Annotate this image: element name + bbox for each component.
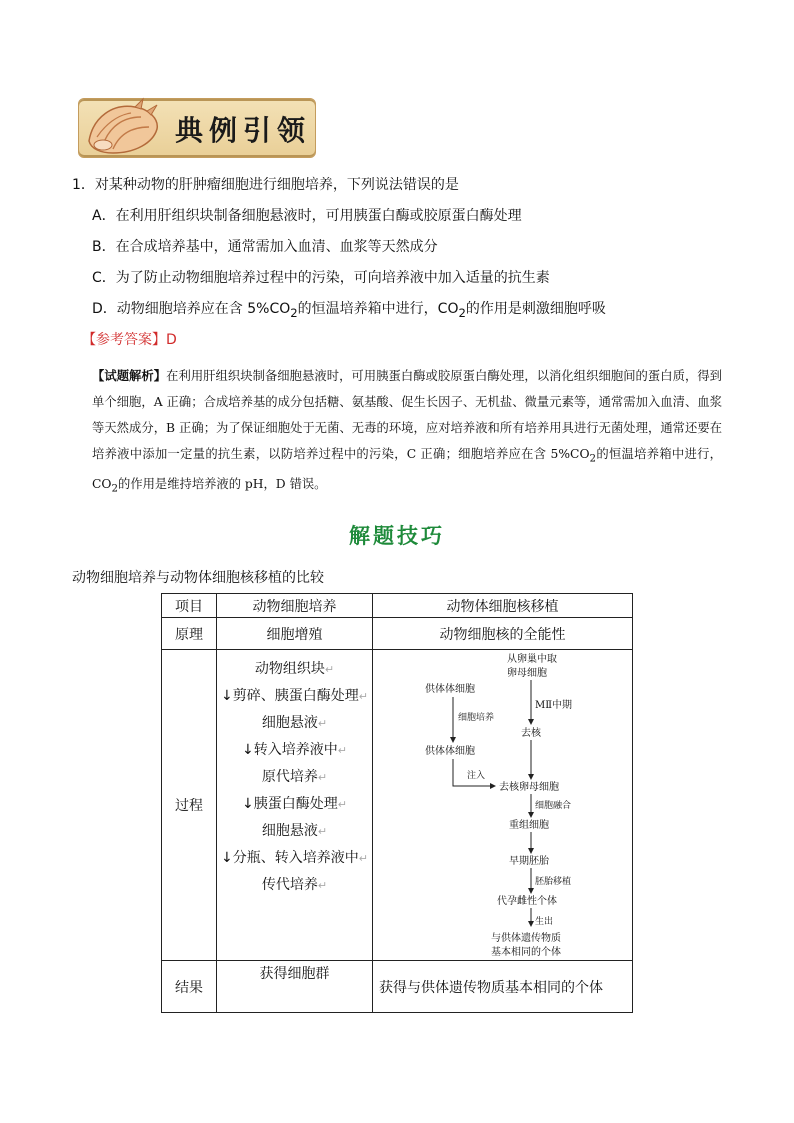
result-line: 与供体遗传物质 [491,933,561,944]
row-label: 结果 [162,961,217,1013]
step: 原代培养↵ [261,769,328,785]
row-label: 过程 [162,650,217,961]
step: ↓胰蛋白酶处理↵ [242,796,347,812]
analysis-paragraph [92,363,722,502]
birth-label: 生出 [535,917,554,927]
option-a [92,206,522,226]
process-row [162,650,633,961]
stage-label: MⅡ中期 [535,700,573,711]
option-text: 动物细胞培养应在含 5%CO [116,301,291,317]
option-b [92,237,438,257]
table-header-row [162,594,633,618]
question-text: 对某种动物的肝肿瘤细胞进行细胞培养，下列说法错误的是 [94,177,459,193]
option-text: 在合成培养基中，通常需加入血清、血浆等天然成分 [115,239,438,255]
analysis-text: 的作用是维持培养液的 pH，D 错误。 [118,477,327,492]
header-cell: 动物细胞培养 [217,594,373,618]
conch-shell-icon [83,97,161,159]
option-label: B． [92,239,116,255]
principle-row [162,618,633,650]
question-number: 1． [72,177,95,193]
enucleated-egg: 去核卵母细胞 [499,782,559,793]
analysis-label: 【试题解析】 [92,368,167,383]
subscript: 2 [589,452,597,465]
header-cell: 项目 [162,594,217,618]
section-banner [78,98,316,158]
culture-step-label: 细胞培养 [458,713,495,723]
question-stem [72,175,459,195]
banner-title: 典例引领 [175,114,312,147]
donor-cell-2: 供体体细胞 [425,746,475,757]
enucleate-label: 去核 [521,728,541,739]
result-right: 获得与供体遗传物质基本相同的个体 [373,961,633,1013]
subscript: 2 [111,482,119,495]
option-text: 在利用肝组织块制备细胞悬液时，可用胰蛋白酶或胶原蛋白酶处理 [115,208,522,224]
option-label: C． [92,270,116,286]
row-label: 原理 [162,618,217,650]
table-intro: 动物细胞培养与动物体细胞核移植的比较 [72,570,324,586]
section-title: 解题技巧 [349,523,445,548]
early-embryo: 早期胚胎 [509,856,549,867]
subscript: 2 [290,305,298,320]
step: ↓剪碎、胰蛋白酶处理↵ [221,688,368,704]
step: 传代培养↵ [261,877,328,893]
header-cell: 动物体细胞核移植 [373,594,633,618]
option-d [92,299,606,323]
result-left: 获得细胞群 [217,961,373,1013]
option-text: 为了防止动物细胞培养过程中的污染，可向培养液中加入适量的抗生素 [115,270,550,286]
egg-source-1: 从卵巢中取 [507,654,557,665]
principle-left: 细胞增殖 [217,618,373,650]
step: 细胞悬液↵ [261,715,328,731]
step: ↓分瓶、转入培养液中↵ [221,850,368,866]
step: 动物组织块↵ [254,661,335,677]
option-c [92,268,550,288]
analysis-text: 在利用肝组织块制备细胞悬液时，可用胰蛋白酶或胶原蛋白酶处理，以消化组织细胞间的蛋白质，得到单个细胞，A 正确；合成培养基的成分包括糖、氨基酸、促生长因子、无机盐、微量元素等，通常需加入血清、血浆等天然成分，B 正确；为了保证细胞处于无菌、无毒的环境，应对培养液和所有培养用具进行无菌处理，通常还要在培养液中添加一定量的抗生素，以防培养过程中的污染，C 正确；细胞培养应在含 5%CO [92,369,722,461]
principle-right: 动物细胞核的全能性 [373,618,633,650]
transfer-label: 胚胎移植 [535,877,572,887]
result-individual [491,932,632,960]
recombined-cell: 重组细胞 [509,820,549,831]
subscript: 2 [458,305,466,320]
answer-value: D [166,332,177,348]
flowchart [373,650,631,942]
option-label: A． [92,208,116,224]
analysis-text: 的恒温培养箱中进行，CO [92,447,722,492]
culture-steps [217,650,373,961]
answer-line [82,330,177,350]
egg-source-2: 卵母细胞 [507,668,547,679]
surrogate: 代孕雌性个体 [497,896,557,907]
answer-label: 【参考答案】 [82,332,166,348]
option-label: D． [92,301,117,317]
nuclear-transfer-diagram [373,650,633,961]
step: ↓转入培养液中↵ [242,742,347,758]
option-text: 的作用是刺激细胞呼吸 [465,301,606,317]
comparison-table [161,593,633,1013]
option-text: 的恒温培养箱中进行，CO [297,301,459,317]
step: 细胞悬液↵ [261,823,328,839]
donor-cell-1: 供体体细胞 [425,684,475,695]
result-line: 基本相同的个体 [491,947,561,958]
inject-label: 注入 [467,771,486,781]
fusion-label: 细胞融合 [535,801,572,811]
result-row [162,961,633,1013]
